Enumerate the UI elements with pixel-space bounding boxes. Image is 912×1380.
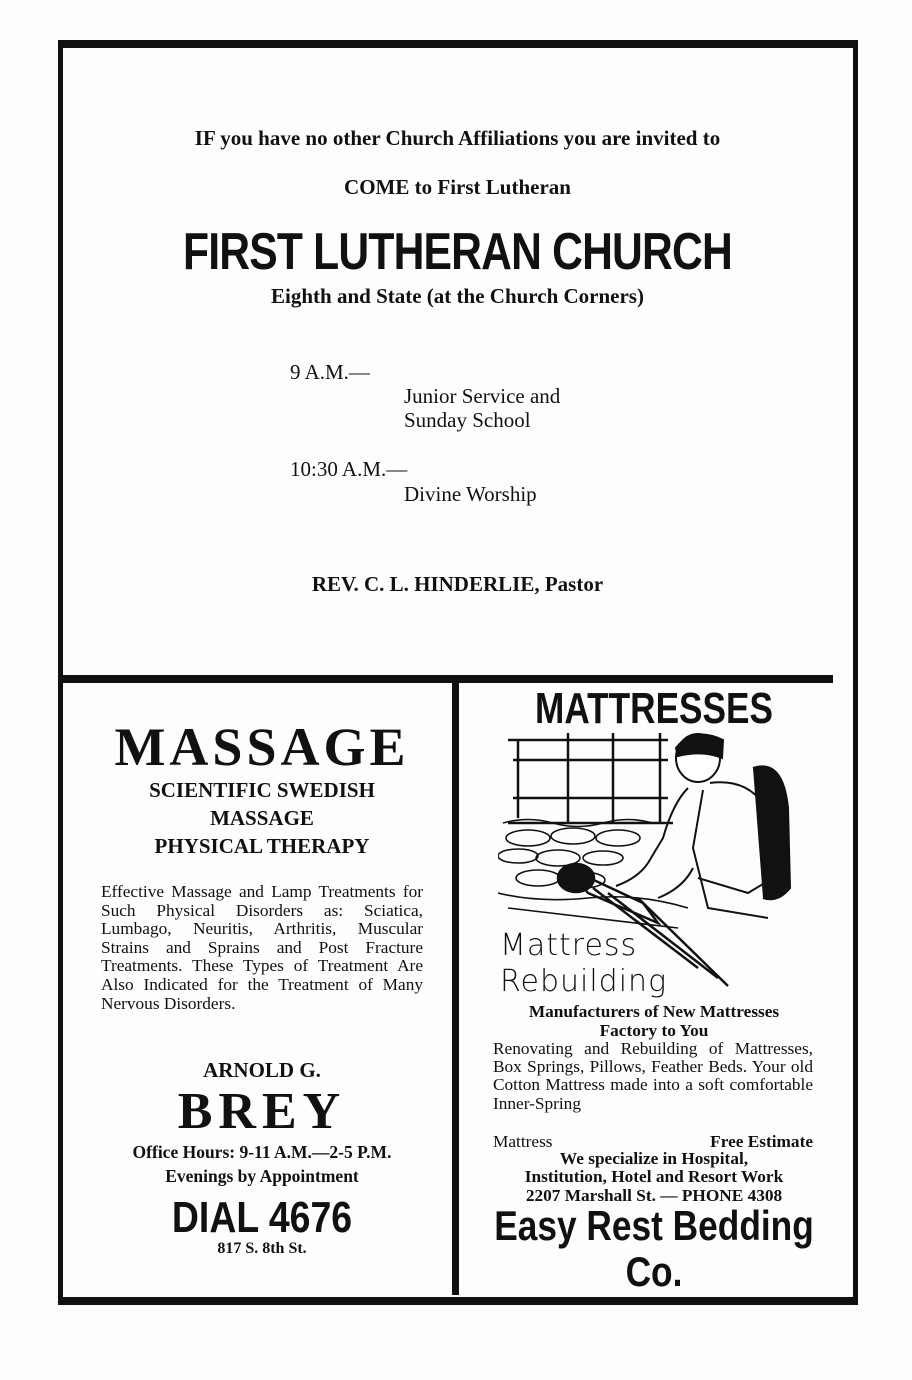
massage-sub-line: MASSAGE bbox=[210, 806, 314, 830]
practitioner-first-name: ARNOLD G. bbox=[203, 1058, 321, 1082]
massage-phone: DIAL 4676 bbox=[171, 1193, 353, 1242]
section-divider bbox=[58, 675, 833, 683]
massage-title: MASSAGE bbox=[114, 717, 410, 777]
renovating-sentence: Renovating and Rebuilding of Mattresses, Box Springs, Pillows, Feather Beds. bbox=[493, 1039, 813, 1077]
church-intro: IF you have no other Church Affiliations you are invited to bbox=[194, 126, 721, 150]
massage-sub-line: SCIENTIFIC SWEDISH bbox=[149, 778, 375, 802]
frame-left-rule bbox=[58, 40, 63, 1305]
manufacturers-line: Manufacturers of New Mattresses bbox=[528, 1002, 780, 1021]
frame-bottom-rule bbox=[58, 1297, 858, 1305]
frame-top-rule bbox=[58, 40, 858, 48]
company-name-line2: Co. bbox=[625, 1248, 683, 1295]
factory-line: Factory to You bbox=[599, 1021, 709, 1040]
office-hours: Office Hours: 9-11 A.M.—2-5 P.M. bbox=[132, 1142, 392, 1162]
service-time-1: 9 A.M.— bbox=[290, 360, 370, 384]
specialize-block bbox=[491, 1150, 817, 1205]
massage-sub-line: PHYSICAL THERAPY bbox=[154, 834, 370, 858]
mattresses-title: MATTRESSES bbox=[535, 684, 773, 733]
script-line-2: Rebuilding bbox=[500, 964, 668, 999]
service-desc-1 bbox=[404, 384, 560, 432]
church-name: FIRST LUTHERAN CHURCH bbox=[183, 223, 732, 281]
pastor-name: REV. C. L. HINDERLIE, Pastor bbox=[311, 572, 604, 596]
service-desc-1-line1: Junior Service and bbox=[404, 384, 561, 408]
script-line-1: Mattress bbox=[500, 928, 638, 963]
mattress-rebuilding-script bbox=[500, 928, 667, 1000]
free-estimate: Free Estimate bbox=[710, 1132, 813, 1151]
church-address: Eighth and State (at the Church Corners) bbox=[271, 284, 644, 308]
service-desc-1-line2: Sunday School bbox=[404, 408, 531, 432]
company-name-line1: Easy Rest Bedding bbox=[494, 1202, 814, 1249]
mattress-word: Mattress bbox=[493, 1132, 553, 1151]
address-phone-line: 2207 Marshall St. — PHONE 4308 bbox=[525, 1185, 783, 1205]
service-time-2: 10:30 A.M.— bbox=[290, 457, 408, 481]
company-name bbox=[493, 1203, 816, 1295]
massage-subtitle bbox=[70, 776, 454, 860]
massage-address: 817 S. 8th St. bbox=[217, 1240, 307, 1257]
frame-right-rule bbox=[853, 40, 858, 1305]
old-cotton-sentence: Your old Cotton Mattress made into a soft comfortable Inner-Spring bbox=[493, 1057, 813, 1113]
church-come: COME to First Lutheran bbox=[344, 175, 571, 199]
evening-appointments: Evenings by Appointment bbox=[165, 1166, 359, 1186]
massage-description: Effective Massage and Lamp Treatments for Such Physical Disorders as: Sciatica, Lumbago, Neuritis, Arthritis, Muscular Strains and Sprains and Post Fracture Treatments. These Types of Treatment Are Also Indicated for the Treatment of Many Nervous Disorders. bbox=[101, 882, 423, 1013]
practitioner-last-name: BREY bbox=[177, 1083, 347, 1140]
institution-line: Institution, Hotel and Resort Work bbox=[524, 1167, 784, 1187]
specialize-line: We specialize in Hospital, bbox=[559, 1149, 749, 1168]
renovating-text bbox=[493, 1040, 813, 1113]
service-desc-2: Divine Worship bbox=[404, 482, 537, 506]
